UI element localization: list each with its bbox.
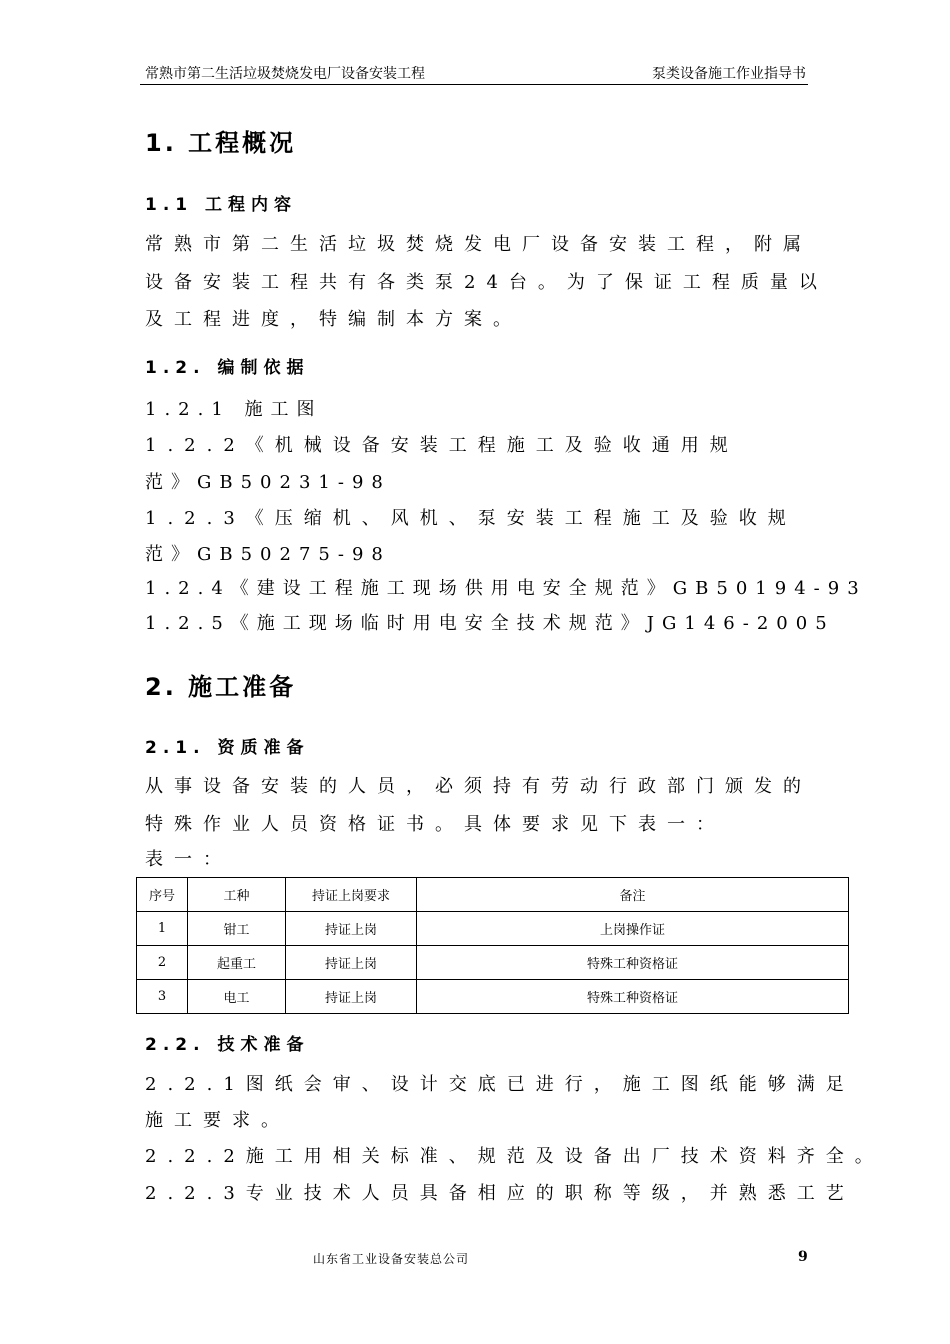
table-cell: 1 — [137, 912, 188, 946]
table-caption: 表一： — [145, 849, 232, 870]
page-number: 9 — [798, 1249, 808, 1265]
reference-1: 1.2.1 施工图 — [145, 399, 323, 420]
footer-company: 山东省工业设备安装总公司 — [313, 1252, 470, 1266]
section-1-title: 1. 工程概况 — [145, 129, 297, 157]
reference-5: 1.2.5《施工现场临时用电安全技术规范》JG146-2005 — [145, 613, 835, 634]
section-1-2-title: 1.2. 编制依据 — [145, 358, 310, 378]
qualification-table — [136, 877, 849, 1014]
table-cell: 电工 — [188, 980, 286, 1014]
table-row — [137, 980, 849, 1014]
table-cell: 上岗操作证 — [417, 912, 849, 946]
section-1-1-line-3: 及工程进度，特编制本方案。 — [145, 309, 522, 330]
header-cell: 序号 — [137, 878, 188, 912]
section-1-1-title: 1.1 工程内容 — [145, 195, 298, 215]
section-2-1-line-1: 从事设备安装的人员，必须持有劳动行政部门颁发的 — [145, 776, 812, 797]
table-cell: 起重工 — [188, 946, 286, 980]
page-header-left: 常熟市第二生活垃圾焚烧发电厂设备安装工程 — [145, 66, 425, 82]
table-cell: 3 — [137, 980, 188, 1014]
section-2-2-line-2: 施工要求。 — [145, 1110, 290, 1131]
reference-3-line-2: 范》GB50275-98 — [145, 544, 391, 565]
reference-2-line-2: 范》GB50231-98 — [145, 472, 391, 493]
table-cell: 持证上岗 — [286, 912, 417, 946]
table-row — [137, 946, 849, 980]
page-header-right: 泵类设备施工作业指导书 — [652, 66, 806, 82]
section-2-2-line-1: 2.2.1图纸会审、设计交底已进行，施工图纸能够满足 — [145, 1074, 855, 1095]
section-2-title: 2. 施工准备 — [145, 673, 297, 701]
table-cell: 特殊工种资格证 — [417, 980, 849, 1014]
header-cell: 工种 — [188, 878, 286, 912]
header-cell: 持证上岗要求 — [286, 878, 417, 912]
section-2-2-line-3: 2.2.2施工用相关标准、规范及设备出厂技术资料齐全。 — [145, 1146, 884, 1167]
reference-2-line-1: 1.2.2《机械设备安装工程施工及验收通用规 — [145, 435, 739, 456]
section-2-1-line-2: 特殊作业人员资格证书。具体要求见下表一： — [145, 814, 725, 835]
table-cell: 特殊工种资格证 — [417, 946, 849, 980]
section-1-1-line-1: 常熟市第二生活垃圾焚烧发电厂设备安装工程，附属 — [145, 234, 812, 255]
section-2-1-title: 2.1. 资质准备 — [145, 738, 310, 758]
table-cell: 钳工 — [188, 912, 286, 946]
table-cell: 2 — [137, 946, 188, 980]
reference-3-line-1: 1.2.3《压缩机、风机、泵安装工程施工及验收规 — [145, 508, 797, 529]
section-1-1-line-2: 设备安装工程共有各类泵24台。为了保证工程质量以 — [145, 272, 828, 293]
table-row — [137, 912, 849, 946]
table-header-row — [137, 878, 849, 912]
header-cell: 备注 — [417, 878, 849, 912]
section-2-2-title: 2.2. 技术准备 — [145, 1035, 310, 1055]
header-divider — [140, 84, 808, 85]
table-cell: 持证上岗 — [286, 980, 417, 1014]
reference-4: 1.2.4《建设工程施工现场供用电安全规范》GB50194-93 — [145, 578, 867, 599]
table-cell: 持证上岗 — [286, 946, 417, 980]
section-2-2-line-4: 2.2.3专业技术人员具备相应的职称等级，并熟悉工艺 — [145, 1183, 855, 1204]
